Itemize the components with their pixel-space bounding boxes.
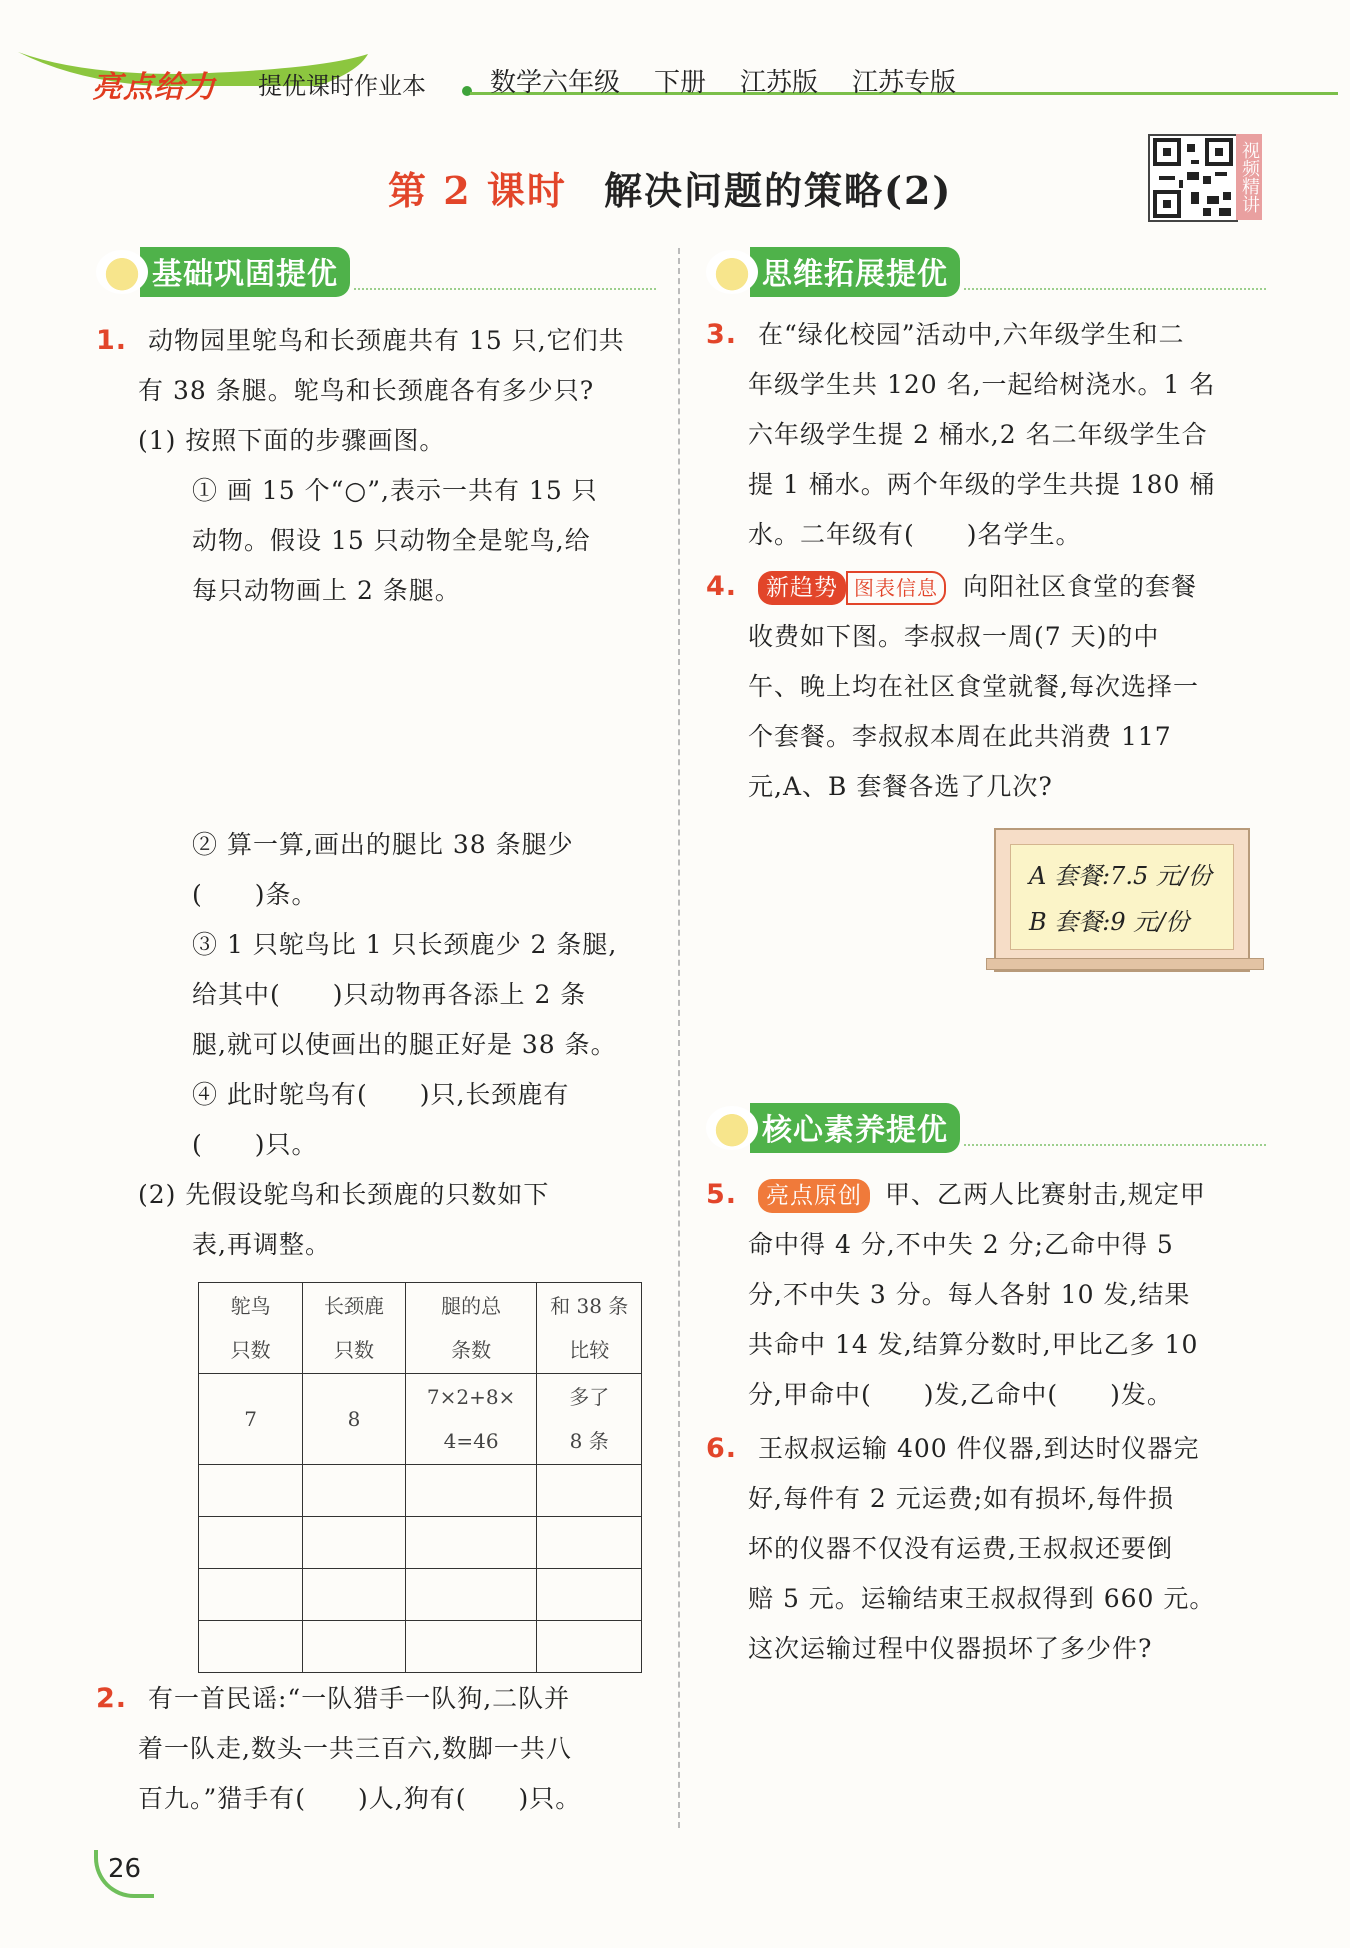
question-5: [706, 1170, 1266, 1420]
q5-line4: 共命中 14 发,结算分数时,甲比乙多 10: [748, 1330, 1199, 1359]
region-label: 江苏专版: [852, 68, 957, 98]
section-thinking-rule: [964, 254, 1266, 290]
section-basic-header: [96, 250, 656, 294]
section-core-rule: [964, 1110, 1266, 1146]
q3-line2: 年级学生共 120 名,一起给树浇水。1 名: [748, 370, 1216, 399]
price-b: B 套餐:9 元/份: [1029, 908, 1190, 936]
trend-badge: 新趋势: [758, 571, 846, 605]
table-cell: 多了 8 条: [537, 1374, 642, 1465]
qr-code-icon[interactable]: [1148, 134, 1238, 222]
section-basic-rule: [354, 254, 656, 290]
table-cell: 7×2+8× 4=46: [405, 1374, 537, 1465]
chart-info-badge: 图表信息: [846, 571, 946, 605]
video-tag: 视频精讲: [1236, 134, 1262, 220]
q1-step1-line1: ① 画 15 个“○”,表示一共有 15 只: [192, 476, 598, 505]
table-header-cell: 腿的总 条数: [405, 1283, 537, 1374]
lesson-title: 解决问题的策略(2): [604, 168, 953, 213]
section-basic-label: 基础巩固提优: [140, 247, 350, 297]
q2-line1: 有一首民谣:“一队猎手一队狗,二队并: [148, 1684, 571, 1713]
price-list: [1011, 845, 1233, 945]
volume-label: 下册: [654, 68, 707, 98]
q3-line5[interactable]: 水。二年级有( )名学生。: [748, 520, 1082, 549]
q1-step4-line2[interactable]: ( )只。: [192, 1130, 318, 1159]
question-number: 5.: [706, 1179, 738, 1210]
brand-logo: 亮点给力: [92, 70, 216, 105]
q5-line2: 命中得 4 分,不中失 2 分;乙命中得 5: [748, 1230, 1174, 1259]
q1-step1-line2: 动物。假设 15 只动物全是鸵鸟,给: [192, 526, 591, 555]
trophy-icon: [706, 1106, 758, 1150]
gear-icon: [96, 250, 148, 294]
q1-step3-line3: 腿,就可以使画出的腿正好是 38 条。: [192, 1030, 617, 1059]
table-row[interactable]: [199, 1569, 642, 1621]
price-board-panel: [1010, 844, 1234, 950]
table-row: [199, 1374, 642, 1465]
q3-line1: 在“绿化校园”活动中,六年级学生和二: [758, 320, 1185, 349]
section-thinking-header: [706, 250, 1266, 294]
q5-line5[interactable]: 分,甲命中( )发,乙命中( )发。: [748, 1380, 1173, 1409]
q1-stem-line1: 动物园里鸵鸟和长颈鹿共有 15 只,它们共: [148, 326, 625, 355]
question-number: 4.: [706, 571, 738, 602]
q1-part1: (1) 按照下面的步骤画图。: [138, 426, 446, 455]
question-6: [706, 1424, 1266, 1674]
edition-label: 江苏版: [740, 68, 819, 98]
column-divider: [678, 248, 680, 1828]
lesson-number: 第 2 课时: [388, 168, 567, 213]
book-series: 提优课时作业本: [258, 72, 426, 100]
table-header-cell: 鸵鸟 只数: [199, 1283, 303, 1374]
q6-line5: 这次运输过程中仪器损坏了多少件?: [748, 1634, 1153, 1663]
sprout-icon: [706, 250, 758, 294]
table-header-cell: 和 38 条 比较: [537, 1283, 642, 1374]
q6-line2: 好,每件有 2 元运费;如有损坏,每件损: [748, 1484, 1175, 1513]
q4-line5: 元,A、B 套餐各选了几次?: [748, 772, 1053, 801]
price-a: A 套餐:7.5 元/份: [1029, 862, 1212, 890]
price-board-shelf: [986, 958, 1264, 970]
price-board: [994, 828, 1250, 972]
q1-step3-line2[interactable]: 给其中( )只动物再各添上 2 条: [192, 980, 587, 1009]
question-number: 3.: [706, 319, 738, 350]
book-info: [490, 62, 956, 99]
page-number: 26: [108, 1854, 142, 1884]
q4-line3: 午、晚上均在社区食堂就餐,每次选择一: [748, 672, 1199, 701]
q5-line3: 分,不中失 3 分。每人各射 10 发,结果: [748, 1280, 1191, 1309]
adjust-table: [198, 1282, 642, 1673]
question-1-steps: [96, 820, 656, 1270]
q6-line1: 王叔叔运输 400 件仪器,到达时仪器完: [758, 1434, 1200, 1463]
question-number: 6.: [706, 1433, 738, 1464]
q1-step4-line1[interactable]: ④ 此时鸵鸟有( )只,长颈鹿有: [192, 1080, 570, 1109]
question-number: 2.: [96, 1683, 128, 1714]
section-thinking-label: 思维拓展提优: [750, 247, 960, 297]
q6-line4: 赔 5 元。运输结束王叔叔得到 660 元。: [748, 1584, 1216, 1613]
q4-line4: 个套餐。李叔叔本周在此共消费 117: [748, 722, 1172, 751]
table-row[interactable]: [199, 1621, 642, 1673]
table-header-row: [199, 1283, 642, 1374]
table-cell: 7: [199, 1374, 303, 1465]
q1-part2-line2: 表,再调整。: [192, 1230, 331, 1259]
q4-line2: 收费如下图。李叔叔一周(7 天)的中: [748, 622, 1160, 651]
q3-line4: 提 1 桶水。两个年级的学生共提 180 桶: [748, 470, 1216, 499]
q1-step1-line3: 每只动物画上 2 条腿。: [192, 576, 461, 605]
original-badge: 亮点原创: [758, 1179, 870, 1213]
question-3: [706, 310, 1266, 560]
table-row[interactable]: [199, 1465, 642, 1517]
q2-line2: 着一队走,数头一共三百六,数脚一共八: [138, 1734, 572, 1763]
drawing-area[interactable]: [190, 620, 650, 810]
q1-part2-line1: (2) 先假设鸵鸟和长颈鹿的只数如下: [138, 1180, 550, 1209]
q6-line3: 坏的仪器不仅没有运费,王叔叔还要倒: [748, 1534, 1173, 1563]
question-1: [96, 316, 656, 616]
section-core-header: [706, 1106, 1266, 1150]
table-row[interactable]: [199, 1517, 642, 1569]
table-header-cell: 长颈鹿 只数: [303, 1283, 405, 1374]
section-core-label: 核心素养提优: [750, 1103, 960, 1153]
q1-stem-line2: 有 38 条腿。鸵鸟和长颈鹿各有多少只?: [138, 376, 595, 405]
grade-label: 数学六年级: [490, 68, 621, 98]
q2-line3[interactable]: 百九。”猎手有( )人,狗有( )只。: [138, 1784, 582, 1813]
question-4: [706, 562, 1266, 812]
q1-step2-line1: ② 算一算,画出的腿比 38 条腿少: [192, 830, 574, 859]
q4-line1: 向阳社区食堂的套餐: [962, 572, 1197, 601]
question-2: [96, 1674, 656, 1824]
table-cell: 8: [303, 1374, 405, 1465]
q1-step3-line1: ③ 1 只鸵鸟比 1 只长颈鹿少 2 条腿,: [192, 930, 618, 959]
question-number: 1.: [96, 325, 128, 356]
q3-line3: 六年级学生提 2 桶水,2 名二年级学生合: [748, 420, 1208, 449]
q5-line1: 甲、乙两人比赛射击,规定甲: [884, 1180, 1206, 1209]
q1-step2-line2[interactable]: ( )条。: [192, 880, 318, 909]
